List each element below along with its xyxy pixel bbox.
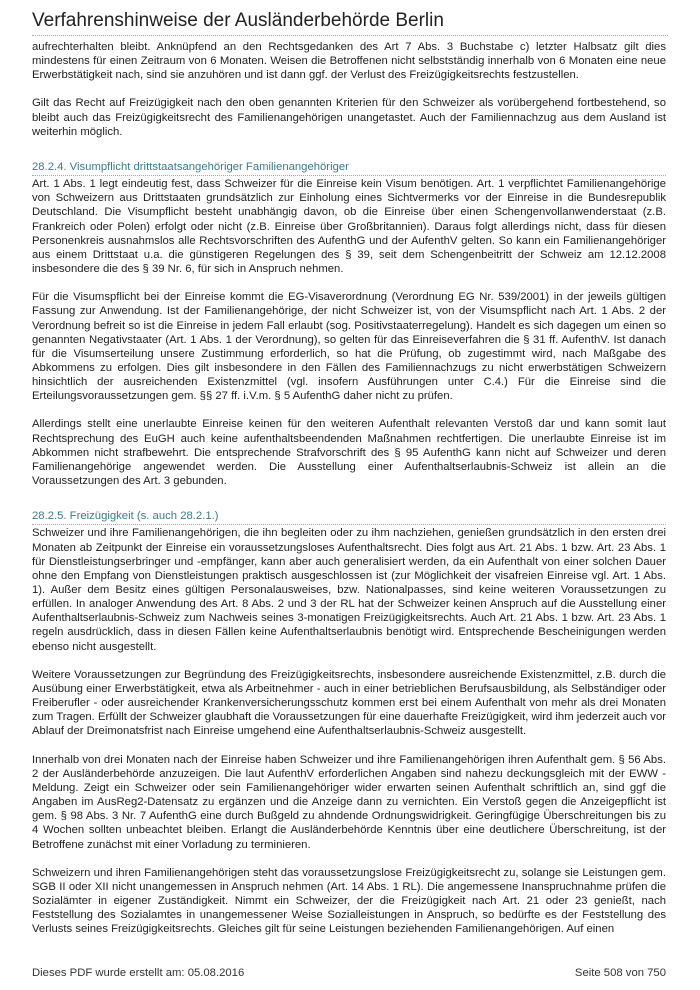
body-paragraph: Innerhalb von drei Monaten nach der Einreise haben Schweizer und ihre Familienangehörigen ihren Aufenthalt gem. § 56 Abs. 2 der Ausländerbehörde anzuzeigen. Die laut AufenthV erforderlichen Angaben sind nahezu deckungsgleich mit der EWW - Meldung. Zeigt ein Schweizer oder sein Familienangehöriger wider erwarten seinen Aufenthalt schriftlich an, sind ggf die Angaben im AusReg2-Datensatz zu ergänzen und die Anzeige dann zu vernichten. Ein Verstoß gegen die Anzeigepflicht ist gem. § 98 Abs. 3 Nr. 7 AufenthG eine durch Bußgeld zu ahndende Ordnungswidrigkeit. Geringfügige Überschreitungen bis zu 4 Wochen sollten unbeachtet bleiben. Erlangt die Ausländerbehörde Kenntnis über eine deutlichere Überschreitung, ist der Betroffene zunächst mit einer Vorladung zu terminieren.	[32, 753, 666, 851]
body-paragraph: Schweizer und ihre Familienangehörigen, die ihn begleiten oder zu ihm nachziehen, genießen grundsätzlich in den ersten drei Monaten ab Zeitpunkt der Einreise ein voraussetzungsloses Aufenthaltsrecht. Dies folgt aus Art. 21 Abs. 1 bzw. Art. 23 Abs. 1 für Dienstleistungserbringer und -empfänger, kann aber auch generalisiert werden, da ein Aufenthalt von einer solchen Dauer ohne den Empfang von Dienstleistungen praktisch ausgeschlossen ist (zur Möglichkeit der visafreien Einreise vgl. Art. 1 Abs. 1). Außer dem Besitz eines gültigen Personalausweises, bzw. Nationalpasses, sind keine weiteren Voraussetzungen zu erfüllen. In analoger Anwendung des Art. 8 Abs. 2 und 3 der RL hat der Schweizer keinen Anspruch auf die Ausstellung einer Aufenthaltserlaubnis-Schweiz zum Nachweis seines 3-monatigen Freizügigkeitsrechts. Auch Art. 21 Abs. 1 bzw. Art. 23 Abs. 1 regeln ausdrücklich, dass in diesen Fällen keine Aufenthaltserlaubnis benötigt wird. Entsprechende Bescheinigungen werden ebenso nicht ausgestellt.	[32, 527, 666, 653]
document-header-title: Verfahrenshinweise der Ausländerbehörde Berlin	[32, 10, 444, 31]
body-paragraph: aufrechterhalten bleibt. Anknüpfend an den Rechtsgedanken des Art 7 Abs. 3 Buchstabe c) letzter Halbsatz gilt dies mindestens für einen Zeitraum von 6 Monaten. Weisen die Betroffenen nicht selbstständig innerhalb von 6 Monaten eine neue Erwerbstätigkeit nach, sind sie anzuhören und ist dann ggf. der Verlust des Freizügigkeitsrechts festzustellen.	[32, 41, 666, 82]
body-paragraph: Allerdings stellt eine unerlaubte Einreise keinen für den weiteren Aufenthalt relevanten Verstoß dar und kann somit laut Rechtsprechung des EuGH auch keine aufenthaltsbeendenden Maßnahmen rechtfertigen. Die unerlaubte Einreise ist im Abkommen nicht strafbewehrt. Die entsprechende Strafvorschrift des § 95 AufenthG kann nicht auf Schweizer und deren Familienangehörige angewendet werden. Die Ausstellung einer Aufenthaltserlaubnis-Schweiz ist allein an die Voraussetzungen des Art. 3 gebunden.	[32, 418, 666, 488]
body-paragraph: Weitere Voraussetzungen zur Begründung des Freizügigkeitsrechts, insbesondere ausreichende Existenzmittel, z.B. durch die Ausübung einer Erwerbstätigkeit, etwa als Arbeitnehmer - auch in einer betrieblichen Berufsausbildung, als Selbständiger oder Freiberufler - oder ausreichender Krankenversicherungsschutz kommen erst bei einem Aufenthalt von mehr als drei Monaten zum Tragen. Erfüllt der Schweizer glaubhaft die Voraussetzungen für eine dauerhafte Freizügigkeit, wird ihm jederzeit auch vor Ablauf der Dreimonatsfrist nach Einreise umgehend eine Aufenthaltserlaubnis-Schweiz ausgestellt.	[32, 668, 666, 738]
section-heading-28-2-4: 28.2.4. Visumpflicht drittstaatsangehöriger Familienangehöriger	[32, 160, 666, 176]
body-paragraph: Für die Visumspflicht bei der Einreise kommt die EG-Visaverordnung (Verordnung EG Nr. 539/2001) in der jeweils gültigen Fassung zur Anwendung. Ist der Familienangehörige, der nicht Schweizer ist, von der Visumspflicht nach Art. 1 Abs. 2 der Verordnung befreit so ist die Einreise in jedem Fall erlaubt (sog. Positivstaaterregelung). Handelt es sich dagegen um einen so genannten Negativstaater (Art. 1 Abs. 1 der Verordnung), so gelten für das Einreiseverfahren die § 31 ff. AufenthV. Ist danach für die Visumserteilung unsere Zustimmung erforderlich, so hat die Prüfung, ob zugestimmt wird, nach Maßgabe des Abkommens zu erfolgen. Dies gilt insbesondere in den Fällen des Familiennachzugs zu nicht erwerbstätigen Schweizern hinsichtlich der ausreichenden Existenzmittel (vgl. insofern Ausführungen unter C.4.) Für die Einreise sind die Erteilungsvoraussetzungen gem. §§ 27 ff. i.V.m. § 5 AufenthG daher nicht zu prüfen.	[32, 291, 666, 403]
body-paragraph: Art. 1 Abs. 1 legt eindeutig fest, dass Schweizer für die Einreise kein Visum benötigen. Art. 1 verpflichtet Familienangehörige von Schweizern aus Drittstaaten grundsätzlich zur Einholung eines Sichtvermerks vor der Einreise in die Bundesrepublik Deutschland. Die Visumpflicht besteht unabhängig davon, ob die Einreise über einen Schengenvollanwenderstaat (z.B. Frankreich oder Polen) erfolgt oder nicht (z.B. Einreise über Großbritannien). Daraus folgt allerdings nicht, dass für diesen Personenkreis ausnahmslos alle Rechtsvorschriften des AufenthG und der AufenthV gelten. So kann ein Familienangehöriger aus einem Drittstaat u.a. die günstigeren Regelungen des § 39, seit dem Schengenbeitritt der Schweiz am 12.12.2008 insbesondere die des § 39 Nr. 6, für sich in Anspruch nehmen.	[32, 178, 666, 276]
footer-created-date: Dieses PDF wurde erstellt am: 05.08.2016	[32, 967, 245, 979]
footer-page-number: Seite 508 von 750	[574, 967, 666, 979]
document-body	[32, 40, 666, 950]
section-heading-28-2-5: 28.2.5. Freizügigkeit (s. auch 28.2.1.)	[32, 509, 666, 525]
body-paragraph: Schweizern und ihren Familienangehörigen steht das voraussetzungslose Freizügigkeitsrecht zu, solange sie Leistungen gem. SGB II oder XII nicht unangemessen in Anspruch nehmen (Art. 14 Abs. 1 RL). Die angemessene Inanspruchnahme prüfen die Sozialämter in eigener Zuständigkeit. Nimmt ein Schweizer, der die Freizügigkeit nach Art. 21 oder 23 genießt, nach Feststellung des Sozialamtes in unangemessener Weise Sozialleistungen in Anspruch, so bedürfte es der Feststellung des Verlusts seines Freizügigkeitsrechts. Gleiches gilt für seine Leistungen beziehenden Familienangehörigen. Auf einen	[32, 866, 666, 936]
body-paragraph: Gilt das Recht auf Freizügigkeit nach den oben genannten Kriterien für den Schweizer als vorübergehend fortbestehend, so bleibt auch das Freizügigkeitsrecht des Familienangehörigen unangetastet. Auch der Familiennachzug aus dem Ausland ist weiterhin möglich.	[32, 97, 666, 138]
header-divider	[32, 35, 668, 36]
